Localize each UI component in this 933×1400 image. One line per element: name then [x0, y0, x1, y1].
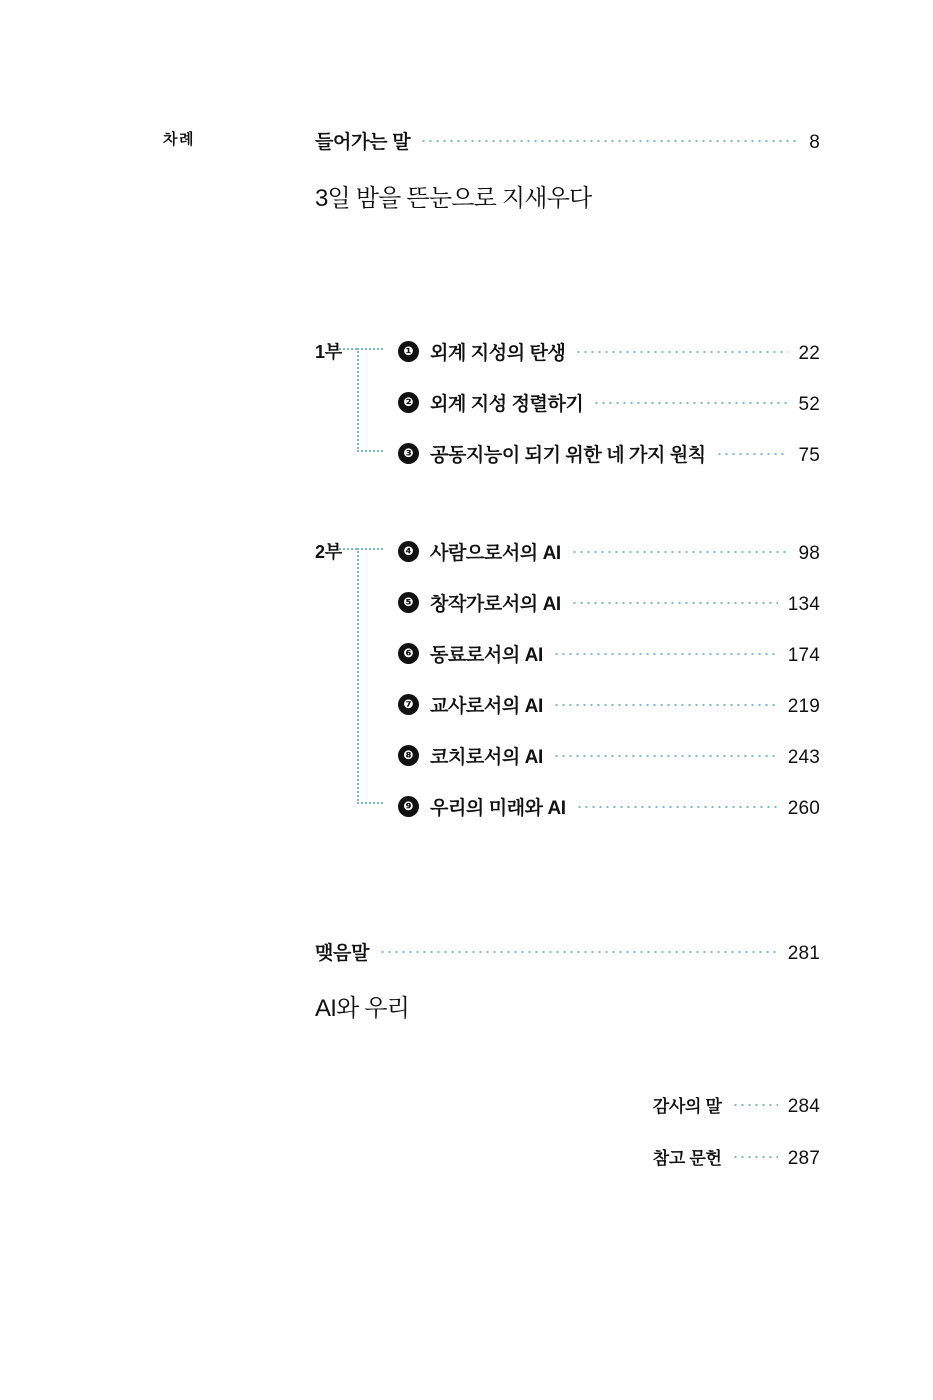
chapter-number-badge: ❼ — [398, 694, 419, 715]
part-label-2: 2부 — [315, 542, 342, 562]
chapter-number-badge: ❻ — [398, 643, 419, 664]
intro-subtitle: 3일 밤을 뜬눈으로 지새우다 — [315, 185, 592, 212]
part-label-1: 1부 — [315, 342, 342, 362]
chapter-row[interactable] — [398, 538, 820, 565]
chapter-title: 동료로서의 AI — [430, 645, 543, 666]
chapter-page-number: 219 — [787, 696, 820, 717]
chapter-title: 사람으로서의 AI — [430, 543, 561, 564]
leader-dots — [732, 1104, 778, 1106]
chapter-number-badge: ❹ — [398, 541, 419, 562]
ending-page-number: 281 — [787, 943, 820, 964]
chapter-page-number: 52 — [798, 394, 820, 415]
toc-label: 차례 — [163, 131, 195, 148]
back-matter-entry-references[interactable] — [480, 1144, 820, 1170]
chapter-title: 외계 지성 정렬하기 — [430, 394, 584, 415]
part-2-bracket — [357, 548, 383, 804]
chapter-number-badge: ❺ — [398, 592, 419, 613]
chapter-page-number: 75 — [798, 445, 820, 466]
leader-dots — [571, 602, 778, 604]
chapter-row[interactable] — [398, 440, 820, 467]
chapter-number-badge: ❽ — [398, 745, 419, 766]
chapter-row[interactable] — [398, 640, 820, 667]
ending-subtitle: AI와 우리 — [315, 995, 410, 1022]
chapter-page-number: 260 — [787, 798, 820, 819]
leader-dots — [732, 1156, 778, 1158]
chapter-row[interactable] — [398, 389, 820, 416]
leader-dots — [716, 453, 789, 455]
leader-dots — [553, 653, 778, 655]
chapter-number-badge: ❸ — [398, 443, 419, 464]
leader-dots — [553, 704, 778, 706]
back-matter-page-number: 287 — [787, 1148, 820, 1169]
leader-dots — [553, 755, 778, 757]
part-1-bracket — [357, 348, 383, 452]
chapter-number-badge: ❷ — [398, 392, 419, 413]
chapter-row[interactable] — [398, 338, 820, 365]
chapter-title: 코치로서의 AI — [430, 747, 543, 768]
chapter-title: 교사로서의 AI — [430, 696, 543, 717]
chapter-number-badge: ❾ — [398, 796, 419, 817]
chapter-title: 우리의 미래와 AI — [430, 798, 566, 819]
chapter-row[interactable] — [398, 793, 820, 820]
chapter-page-number: 98 — [798, 543, 820, 564]
chapter-title: 외계 지성의 탄생 — [430, 343, 566, 364]
chapter-row[interactable] — [398, 589, 820, 616]
chapter-page-number: 174 — [787, 645, 820, 666]
chapter-page-number: 134 — [787, 594, 820, 615]
chapter-number-badge: ❶ — [398, 341, 419, 362]
leader-dots — [576, 806, 778, 808]
back-matter-title: 감사의 말 — [652, 1097, 722, 1116]
leader-dots — [571, 551, 789, 553]
chapter-title: 창작가로서의 AI — [430, 594, 561, 615]
chapter-row[interactable] — [398, 691, 820, 718]
leader-dots — [593, 402, 788, 404]
chapter-page-number: 22 — [798, 343, 820, 364]
part-1-bracket-stub — [339, 348, 357, 350]
ending-entry[interactable] — [315, 938, 820, 965]
back-matter-page-number: 284 — [787, 1096, 820, 1117]
intro-title: 들어가는 말 — [315, 132, 411, 153]
chapter-page-number: 243 — [787, 747, 820, 768]
leader-dots — [575, 351, 788, 353]
back-matter-title: 참고 문헌 — [652, 1149, 722, 1168]
ending-title: 맺음말 — [315, 943, 370, 964]
intro-page-number: 8 — [809, 132, 820, 153]
chapter-title: 공동지능이 되기 위한 네 가지 원칙 — [430, 445, 706, 466]
back-matter-entry-acknowledgements[interactable] — [480, 1092, 820, 1118]
leader-dots — [379, 951, 778, 953]
part-2-bracket-stub — [339, 548, 357, 550]
chapter-row[interactable] — [398, 742, 820, 769]
intro-entry[interactable] — [315, 127, 820, 154]
leader-dots — [420, 140, 799, 142]
